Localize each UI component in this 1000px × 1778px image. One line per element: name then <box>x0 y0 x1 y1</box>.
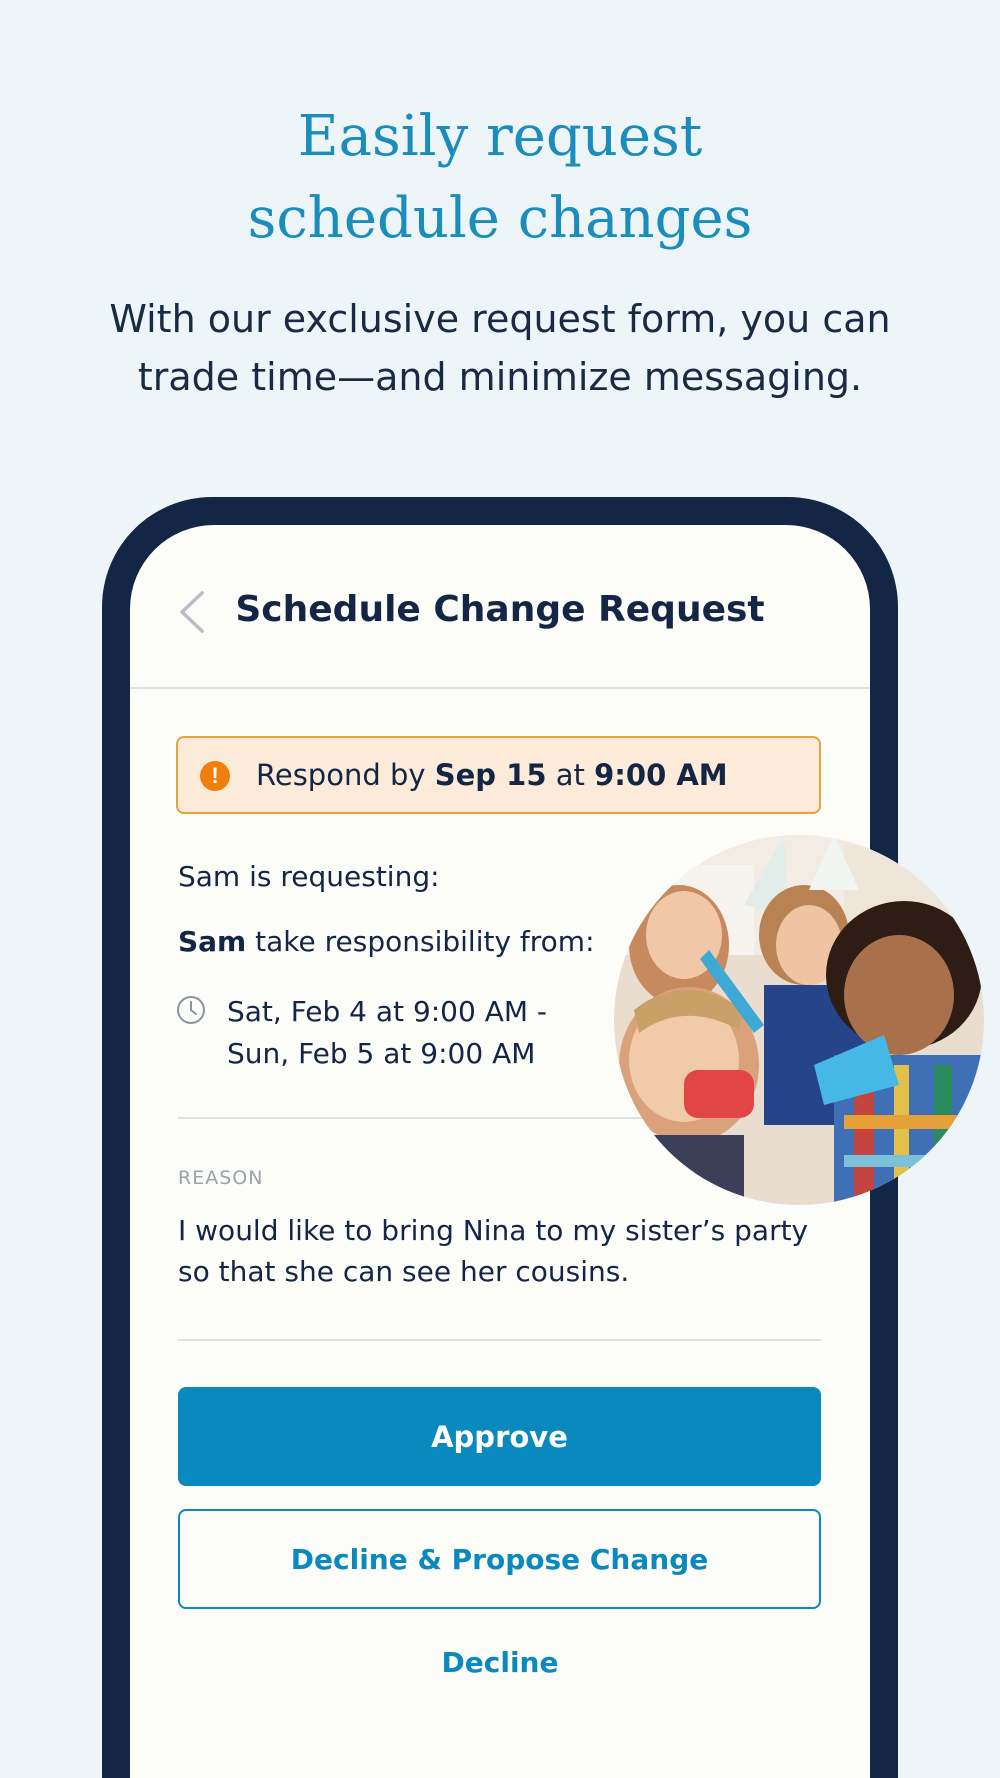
exclamation-icon: ! <box>200 761 230 791</box>
respond-by-alert <box>176 736 821 814</box>
alert-date: Sep 15 <box>434 758 547 792</box>
requesting-text: Sam is requesting: <box>178 860 440 893</box>
date-range-end: Sun, Feb 5 at 9:00 AM <box>227 1037 536 1070</box>
responsibility-phrase: take responsibility from: <box>246 925 595 958</box>
headline-line-1: Easily request <box>297 104 703 169</box>
nav-bar <box>130 525 870 689</box>
divider <box>178 1339 821 1341</box>
requester-name: Sam <box>178 925 247 958</box>
headline <box>0 96 1000 260</box>
decline-propose-button[interactable]: Decline & Propose Change <box>178 1509 821 1609</box>
party-photo <box>614 835 984 1205</box>
headline-line-2: schedule changes <box>247 186 753 251</box>
page-title: Schedule Change Request <box>235 589 765 630</box>
alert-prefix: Respond by <box>256 758 435 792</box>
approve-button[interactable]: Approve <box>178 1387 821 1486</box>
alert-text <box>256 758 728 792</box>
alert-time: 9:00 AM <box>594 758 728 792</box>
clock-icon <box>176 995 206 1025</box>
subhead-line-2: trade time—and minimize messaging. <box>137 355 863 399</box>
reason-label: REASON <box>178 1167 264 1189</box>
subheadline <box>0 290 1000 406</box>
date-range-start: Sat, Feb 4 at 9:00 AM - <box>227 995 548 1028</box>
date-range <box>227 991 547 1075</box>
party-photo-illustration <box>614 835 984 1205</box>
subhead-line-1: With our exclusive request form, you can <box>109 297 891 341</box>
responsibility-text <box>178 925 595 958</box>
alert-middle: at <box>546 758 595 792</box>
reason-text: I would like to bring Nina to my sister’s party so that she can see her cousins. <box>178 1214 809 1288</box>
decline-button[interactable]: Decline <box>350 1635 650 1689</box>
